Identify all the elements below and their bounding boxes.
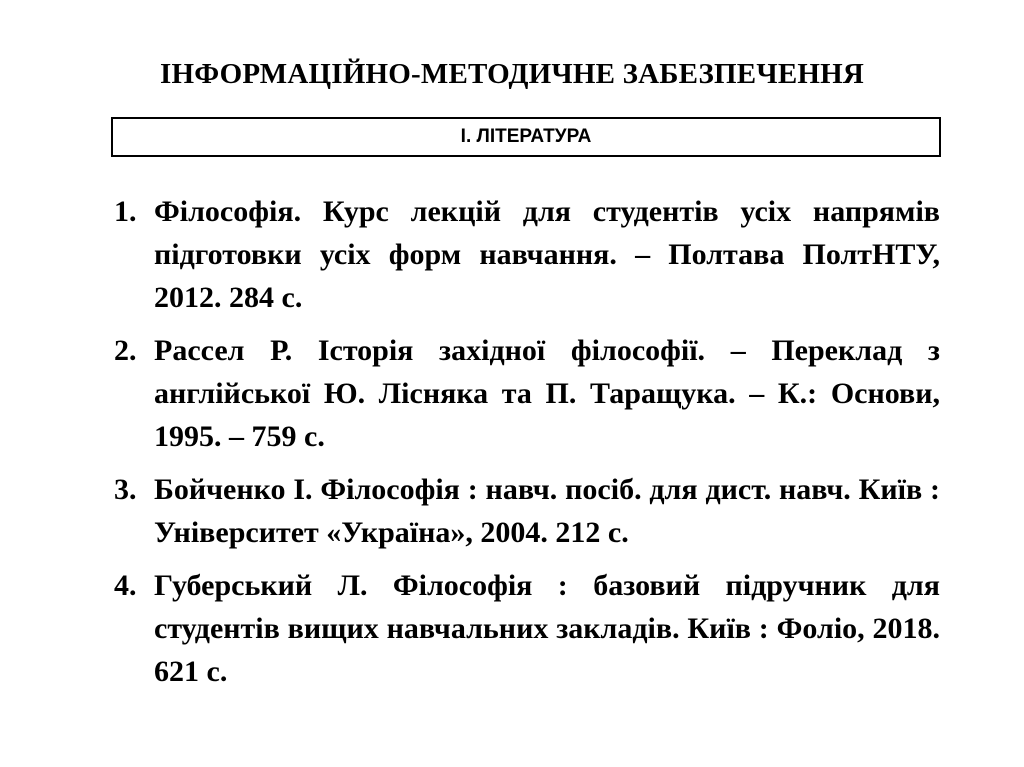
reference-item [114, 564, 940, 693]
section-header-box [111, 117, 941, 157]
reference-text: Рассел Р. Історія західної філософії. – Переклад з англійської Ю. Лісняка та П. Таращука. – К.: Основи, 1995. – 759 с. [154, 334, 940, 453]
section-label: І. ЛІТЕРАТУРА [460, 126, 592, 147]
reference-number: 2. [114, 334, 137, 367]
reference-list [114, 190, 940, 703]
reference-item [114, 468, 940, 554]
page-title: ІНФОРМАЦІЙНО-МЕТОДИЧНЕ ЗАБЕЗПЕЧЕННЯ [159, 58, 865, 90]
reference-item [114, 329, 940, 458]
reference-text: Губерський Л. Філософія : базовий підручник для студентів вищих навчальних закладів. Київ : Фоліо, 2018. 621 с. [154, 569, 940, 688]
reference-text: Філософія. Курс лекцій для студентів усіх напрямів підготовки усіх форм навчання. – Полтава ПолтНТУ, 2012. 284 с. [154, 195, 940, 314]
reference-number: 3. [114, 473, 137, 506]
reference-text: Бойченко І. Філософія : навч. посіб. для дист. навч. Київ : Університет «Україна», 2004. 212 с. [154, 473, 940, 549]
reference-number: 1. [114, 195, 137, 228]
reference-item [114, 190, 940, 319]
reference-number: 4. [114, 569, 137, 602]
